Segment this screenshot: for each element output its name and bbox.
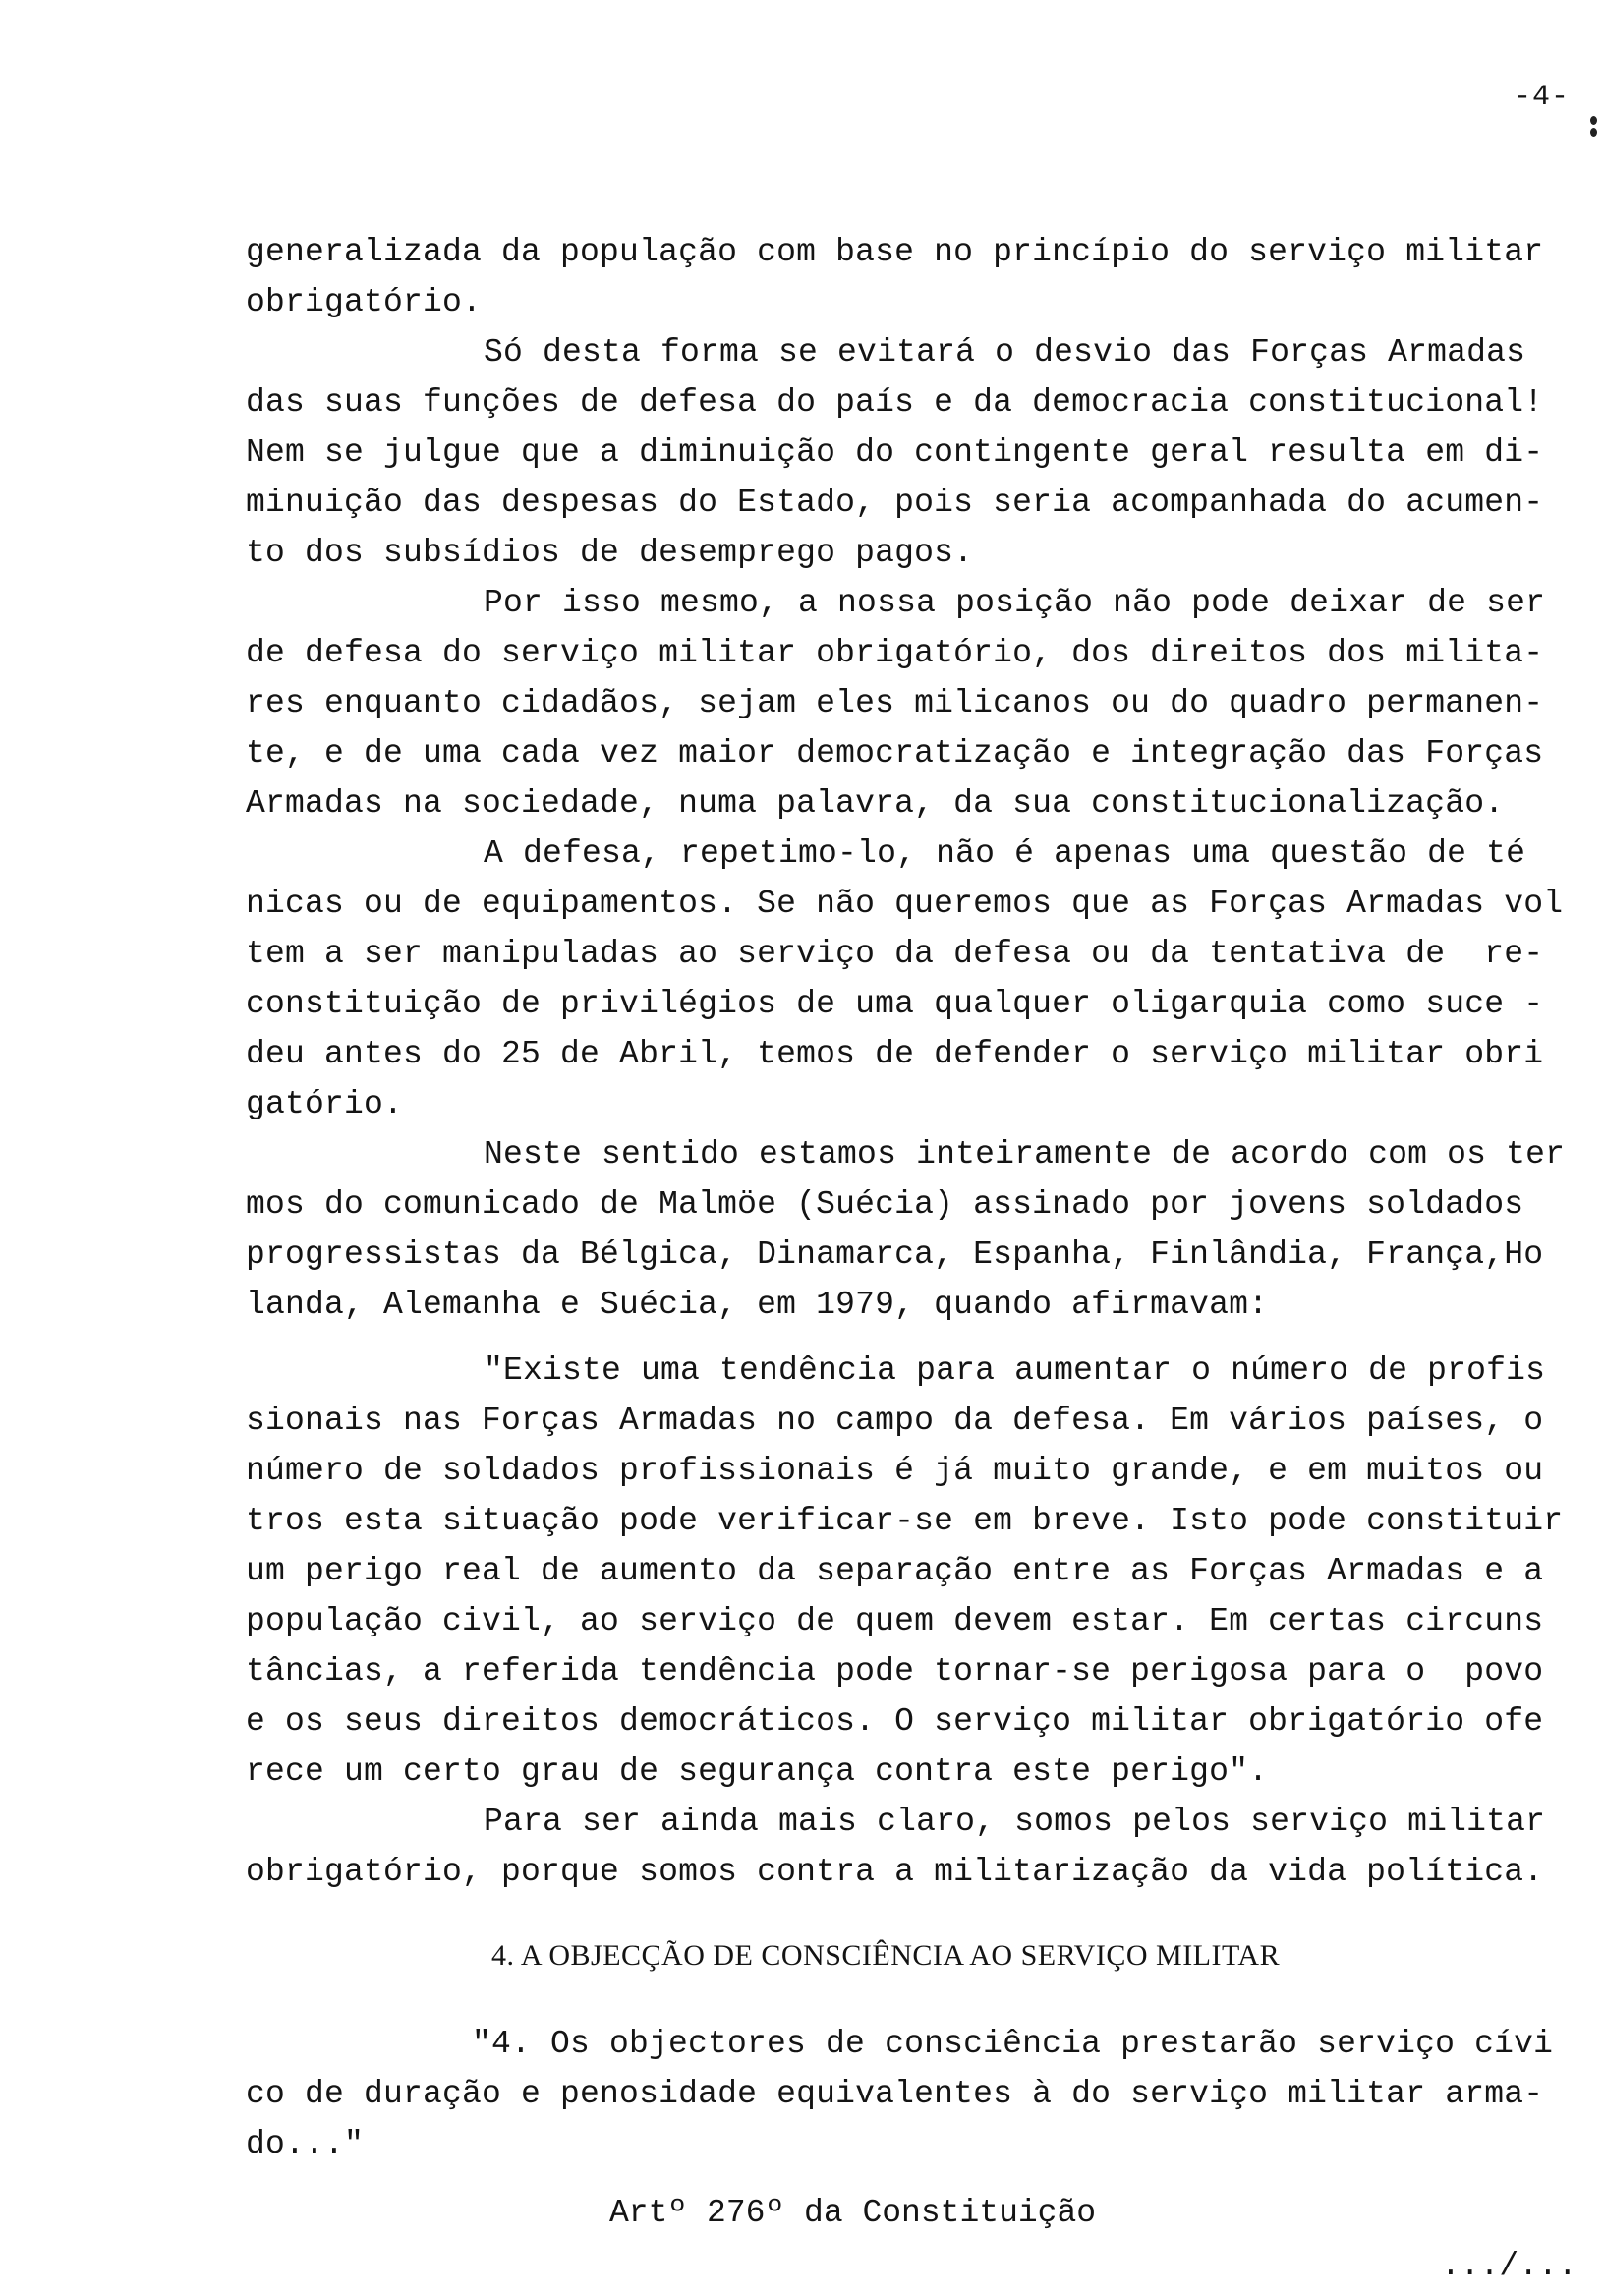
text-line: constituição de privilégios de uma qualquer oligarquia como suce -	[246, 986, 1544, 1022]
text-line: landa, Alemanha e Suécia, em 1979, quando afirmavam:	[246, 1287, 1269, 1323]
text-line: Armadas na sociedade, numa palavra, da sua constitucionalização.	[246, 785, 1505, 822]
text-line: te, e de uma cada vez maior democratização e integração das Forças	[246, 735, 1544, 772]
text-line: "Existe uma tendência para aumentar o número de profis	[484, 1352, 1546, 1389]
continuation-mark: .../...	[1441, 2248, 1577, 2284]
quote-source: Artº 276º da Constituição	[609, 2195, 1097, 2231]
text-line: rece um certo grau de segurança contra este perigo".	[246, 1753, 1269, 1790]
text-line: minuição das despesas do Estado, pois seria acompanhada do acumen-	[246, 485, 1544, 521]
text-line: tros esta situação pode verificar-se em breve. Isto pode constituir	[246, 1503, 1564, 1539]
text-line: to dos subsídios de desemprego pagos.	[246, 535, 974, 571]
text-line: obrigatório, porque somos contra a militarização da vida política.	[246, 1854, 1544, 1890]
text-line: um perigo real de aumento da separação entre as Forças Armadas e a	[246, 1553, 1544, 1589]
text-line: das suas funções de defesa do país e da democracia constitucional!	[246, 384, 1544, 421]
text-line: nicas ou de equipamentos. Se não queremos que as Forças Armadas vol	[246, 886, 1564, 922]
text-line: res enquanto cidadãos, sejam eles milicanos ou do quadro permanen-	[246, 685, 1544, 721]
text-line: sionais nas Forças Armadas no campo da defesa. Em vários países, o	[246, 1403, 1544, 1439]
quote-line: do..."	[246, 2126, 365, 2162]
text-line: população civil, ao serviço de quem devem estar. Em certas circuns	[246, 1603, 1544, 1639]
text-line: generalizada da população com base no princípio do serviço militar	[246, 234, 1544, 270]
text-line: tem a ser manipuladas ao serviço da defesa ou da tentativa de re-	[246, 936, 1544, 972]
text-line: e os seus direitos democráticos. O serviço militar obrigatório ofe	[246, 1703, 1544, 1740]
quote-line: co de duração e penosidade equivalentes à do serviço militar arma-	[246, 2076, 1544, 2112]
text-line: Neste sentido estamos inteiramente de acordo com os ter	[484, 1136, 1566, 1173]
text-line: Por isso mesmo, a nossa posição não pode deixar de ser	[484, 585, 1546, 621]
margin-mark	[1590, 128, 1597, 137]
text-line: Só desta forma se evitará o desvio das Forças Armadas	[484, 334, 1526, 371]
margin-mark	[1590, 116, 1597, 125]
text-line: tâncias, a referida tendência pode tornar-se perigosa para o povo	[246, 1653, 1544, 1690]
text-line: obrigatório.	[246, 284, 483, 320]
text-line: mos do comunicado de Malmöe (Suécia) assinado por jovens soldados	[246, 1186, 1524, 1223]
section-heading: 4. A OBJECÇÃO DE CONSCIÊNCIA AO SERVIÇO MILITAR	[491, 1939, 1281, 1972]
text-line: número de soldados profissionais é já muito grande, e em muitos ou	[246, 1453, 1544, 1489]
text-line: A defesa, repetimo-lo, não é apenas uma questão de té	[484, 835, 1526, 872]
text-line: deu antes do 25 de Abril, temos de defender o serviço militar obri	[246, 1036, 1544, 1072]
quote-line: "4. Os objectores de consciência prestarão serviço cívi	[472, 2026, 1554, 2062]
text-line: Nem se julgue que a diminuição do contingente geral resulta em di-	[246, 434, 1544, 471]
text-line: gatório.	[246, 1086, 404, 1122]
page-number: -4-	[1514, 81, 1571, 114]
text-line: de defesa do serviço militar obrigatório, dos direitos dos milita-	[246, 635, 1544, 671]
text-line: progressistas da Bélgica, Dinamarca, Espanha, Finlândia, França,Ho	[246, 1236, 1544, 1273]
text-line: Para ser ainda mais claro, somos pelos serviço militar	[484, 1804, 1546, 1840]
